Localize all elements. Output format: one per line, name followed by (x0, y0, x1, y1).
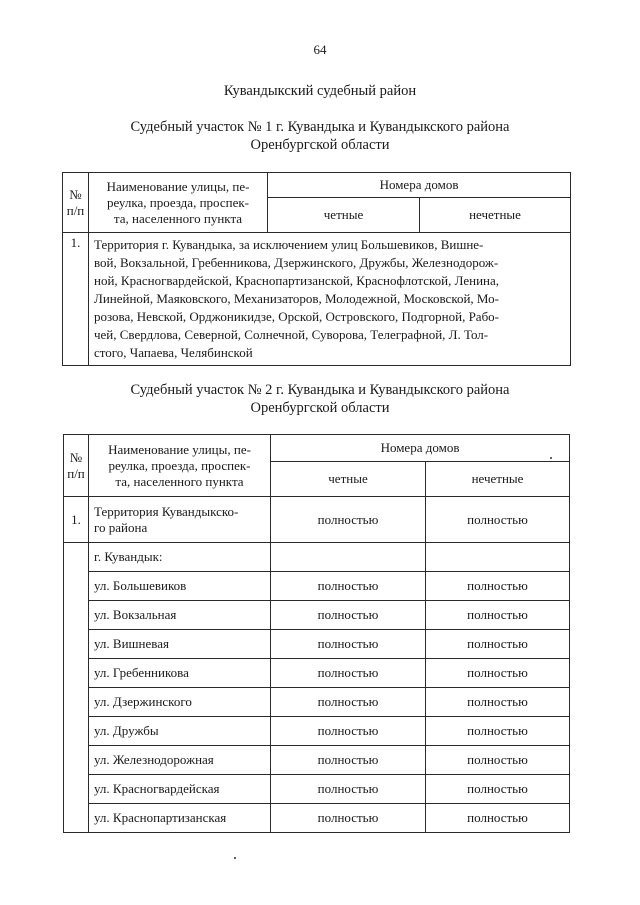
even-value: полностью (271, 572, 426, 601)
territory-line: ной, Красногвардейской, Краснопартизанской, Краснофлотской, Ленина, (94, 273, 500, 288)
street-name: ул. Вокзальная (89, 601, 271, 630)
even-value: полностью (271, 601, 426, 630)
even-value: полностью (271, 630, 426, 659)
territory-line: Линейной, Маяковского, Механизаторов, Молодежной, Московской, Мо- (94, 291, 499, 306)
header-name (89, 173, 268, 233)
odd-value: полностью (426, 688, 570, 717)
header-name-line: та, населенного пункта (113, 210, 243, 226)
street-name: ул. Красногвардейская (89, 775, 271, 804)
header-num-line: п/п (66, 202, 85, 218)
section1-title (0, 118, 640, 154)
table-row (64, 775, 570, 804)
table-row (64, 746, 570, 775)
page-number: 64 (313, 42, 327, 57)
section2-title-line: Оренбургской области (250, 400, 390, 416)
table-row (64, 717, 570, 746)
header-name (89, 435, 271, 497)
row-num: 1. (63, 233, 89, 366)
odd-value: полностью (426, 497, 570, 543)
territory-line: чей, Свердлова, Северной, Солнечной, Суворова, Телеграфной, Л. Тол- (94, 327, 489, 342)
header-num-line: № (69, 186, 82, 202)
section2-title (0, 381, 640, 417)
street-name: ул. Большевиков (89, 572, 271, 601)
territory-line: вой, Вокзальной, Гребенникова, Дзержинского, Дружбы, Железнодорож- (94, 255, 499, 270)
table-row (64, 601, 570, 630)
odd-value: полностью (426, 659, 570, 688)
section2-table (63, 434, 570, 833)
even-value: полностью (271, 497, 426, 543)
header-houses: Номера домов (271, 435, 570, 462)
section2-title-line: Судебный участок № 2 г. Кувандыка и Кувандыкского района (130, 382, 510, 398)
header-odd: нечетные (420, 198, 571, 233)
header-num (63, 173, 89, 233)
header-name-line: Наименование улицы, пе- (108, 441, 251, 457)
speck-mark (550, 457, 552, 459)
header-name-line: та, населенного пункта (115, 473, 244, 489)
street-name: ул. Гребенникова (89, 659, 271, 688)
header-num-line: № (69, 449, 83, 465)
even-value: полностью (271, 746, 426, 775)
street-name: ул. Дружбы (89, 717, 271, 746)
street-name: ул. Дзержинского (89, 688, 271, 717)
street-name: ул. Железнодорожная (89, 746, 271, 775)
street-name: ул. Краснопартизанская (89, 804, 271, 833)
even-empty (271, 543, 426, 572)
territory-line: стого, Чапаева, Челябинской (94, 345, 253, 360)
header-num (64, 435, 89, 497)
header-name-line: реулка, проезда, проспек- (106, 194, 249, 210)
town-name: г. Кувандык: (89, 543, 271, 572)
street-name: ул. Вишневая (89, 630, 271, 659)
header-even: четные (271, 462, 426, 497)
even-value: полностью (271, 688, 426, 717)
section1-table (62, 172, 571, 366)
territory-name (89, 497, 271, 543)
header-name-line: Наименование улицы, пе- (106, 178, 250, 194)
table-row (64, 804, 570, 833)
header-num-line: п/п (67, 465, 85, 481)
territory-line: Территория г. Кувандыка, за исключением улиц Большевиков, Вишне- (94, 237, 484, 252)
header-name-line: реулка, проезда, проспек- (108, 457, 251, 473)
table-row (64, 659, 570, 688)
odd-value: полностью (426, 746, 570, 775)
even-value: полностью (271, 717, 426, 746)
odd-value: полностью (426, 804, 570, 833)
row-num: 1. (64, 497, 89, 543)
header-odd: нечетные (426, 462, 570, 497)
table-row (64, 572, 570, 601)
odd-value: полностью (426, 717, 570, 746)
table-row (64, 688, 570, 717)
section1-title-line: Оренбургской области (250, 137, 390, 153)
even-value: полностью (271, 659, 426, 688)
odd-value: полностью (426, 572, 570, 601)
table-row (64, 630, 570, 659)
section1-title-line: Судебный участок № 1 г. Кувандыка и Кувандыкского района (130, 119, 510, 135)
odd-value: полностью (426, 630, 570, 659)
speck-mark (234, 857, 236, 859)
district-title: Кувандыкский судебный район (223, 83, 417, 99)
territory-line: розова, Невской, Орджоникидзе, Орской, Островского, Подгорной, Рабо- (94, 309, 500, 324)
row-num-empty (64, 543, 89, 833)
odd-value: полностью (426, 601, 570, 630)
odd-empty (426, 543, 570, 572)
odd-value: полностью (426, 775, 570, 804)
territory-name-line: го района (94, 519, 148, 535)
territory-description (89, 233, 571, 366)
even-value: полностью (271, 804, 426, 833)
even-value: полностью (271, 775, 426, 804)
territory-name-line: Территория Кувандыкско- (94, 503, 239, 519)
header-houses: Номера домов (268, 173, 571, 198)
header-even: четные (268, 198, 420, 233)
